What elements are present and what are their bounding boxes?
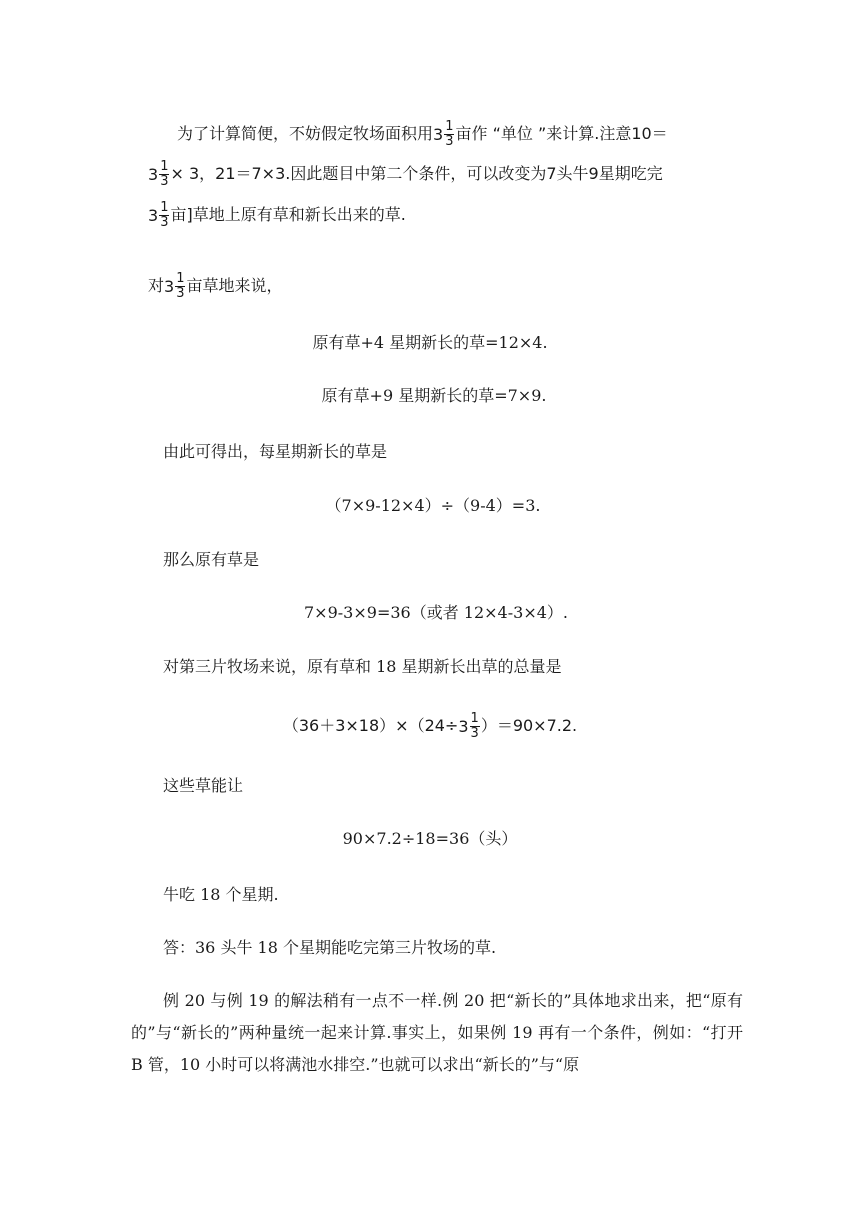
equation-5: （36＋3×18）×（24÷ 3 $\frac{1}{3}$ ）＝90×7.2. xyxy=(282,711,578,741)
fraction: $\frac{1}{3}$ xyxy=(160,159,169,189)
answer: 答：36 头牛 18 个星期能吃完第三片牧场的草. xyxy=(163,938,497,957)
paragraph-growth: 由此可得出，每星期新长的草是 xyxy=(163,442,388,461)
intro-text: 亩]草地上原有草和新长出来的草. xyxy=(170,205,406,224)
intro-line-1 xyxy=(177,120,668,149)
fraction: $\frac{1}{3}$ xyxy=(470,711,479,741)
mixed-fraction: 3 $\frac{1}{3}$ xyxy=(458,711,479,741)
fraction: $\frac{1}{3}$ xyxy=(445,119,454,149)
fraction: $\frac{1}{3}$ xyxy=(160,200,169,230)
equation-3: （7×9-12×4）÷（9-4）=3. xyxy=(325,496,541,515)
intro-text: × 3，21＝7×3.因此题目中第二个条件，可以改变为7头牛9星期吃完 xyxy=(170,164,663,183)
equation-1: 原有草+4 星期新长的草=12×4. xyxy=(312,333,548,352)
paragraph-these-grass: 这些草能让 xyxy=(163,776,244,795)
paragraph-third-pasture: 对第三片牧场来说，原有草和 18 星期新长出草的总量是 xyxy=(163,657,562,676)
mixed-fraction: 3 $\frac{1}{3}$ xyxy=(148,200,169,230)
equation-4: 7×9-3×9=36（或者 12×4-3×4）. xyxy=(304,603,568,622)
fraction: $\frac{1}{3}$ xyxy=(176,271,185,301)
intro-text: 为了计算简便，不妨假定牧场面积用 xyxy=(177,124,434,143)
area-statement: 对 3 $\frac{1}{3}$ 亩草地来说， xyxy=(148,271,283,301)
mixed-fraction: 3 $\frac{1}{3}$ xyxy=(148,159,169,189)
intro-text: 亩作 “单位 ”来计算.注意10＝ xyxy=(455,124,668,143)
mixed-fraction: 3 $\frac{1}{3}$ xyxy=(164,271,185,301)
paragraph-cows-eat: 牛吃 18 个星期. xyxy=(163,885,279,904)
intro-line-2 xyxy=(148,160,663,189)
mixed-fraction: 3 $\frac{1}{3}$ xyxy=(433,119,454,149)
equation-6: 90×7.2÷18=36（头） xyxy=(342,829,518,848)
paragraph-comparison: 例 20 与例 19 的解法稍有一点不一样.例 20 把“新长的”具体地求出来，把“原有的”与“新长的”两种量统一起来计算.事实上，如果例 19 再有一个条件，例如：“打开 B 管，10 小时可以将满池水排空.”也就可以求出“新长的”与“原 xyxy=(131,991,743,1074)
paragraph-original: 那么原有草是 xyxy=(163,550,260,569)
equation-2: 原有草+9 星期新长的草=7×9. xyxy=(321,386,547,405)
intro-line-3 xyxy=(148,201,406,230)
